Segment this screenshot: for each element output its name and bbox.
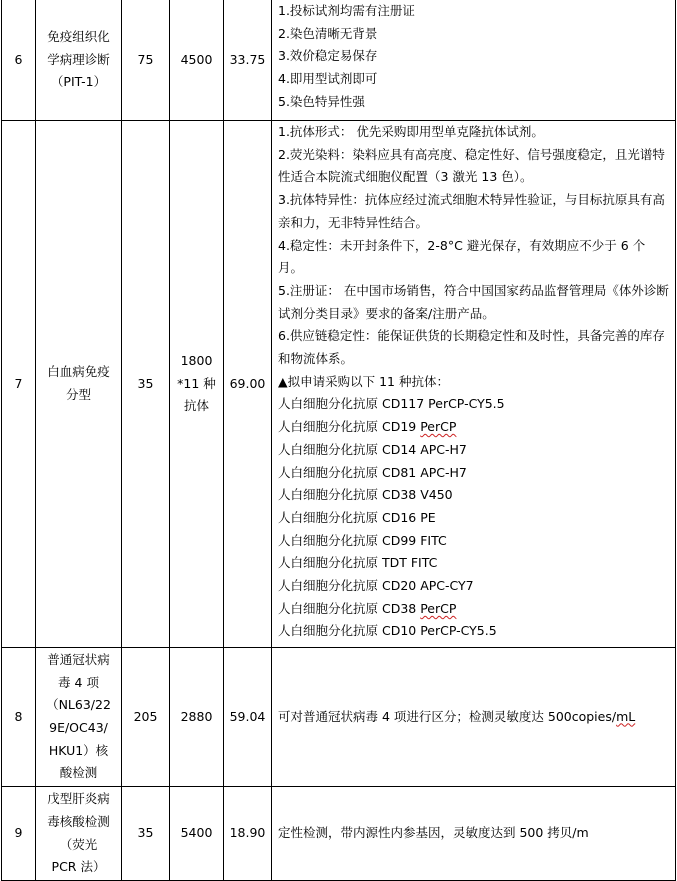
requirement-paragraph: 5.注册证： 在中国市场销售，符合中国国家药品监督管理局《体外诊断试剂分类目录》要求的备案/注册产品。 xyxy=(278,282,669,321)
procurement-table xyxy=(1,0,676,881)
price-line: 2880 xyxy=(180,708,213,724)
antibody-name: 人白细胞分化抗原 CD81 APC-H7 xyxy=(278,464,467,480)
spellcheck-marked-text: PerCP xyxy=(420,600,457,616)
requirement-line: 定性检测，带内源性内参基因，灵敏度达到 500 拷贝/m xyxy=(278,825,589,841)
row-number: 9 xyxy=(2,787,36,881)
item-name-line: 毒核酸检测 xyxy=(47,813,110,829)
amount-cell: 59.04 xyxy=(224,648,272,787)
item-name-cell xyxy=(36,121,122,648)
requirement-paragraph: 3.抗体特异性：抗体应经过流式细胞术特异性验证，与目标抗原具有高亲和力，无非特异性结合。 xyxy=(278,192,665,230)
quantity-cell: 35 xyxy=(122,787,170,881)
requirement-paragraph: 4.稳定性：未开封条件下，2-8°C 避光保存，有效期应不少于 6 个月。 xyxy=(278,237,646,276)
antibody-name: 人白细胞分化抗原 CD19 xyxy=(278,419,421,435)
item-name-line: 酸检测 xyxy=(59,765,98,781)
requirement-line: 3.效价稳定易保存 xyxy=(278,48,378,64)
item-name-line: 免疫组织化 xyxy=(47,28,110,44)
price-line: 抗体 xyxy=(183,398,209,414)
table-row xyxy=(2,121,676,648)
antibody-name: 人白细胞分化抗原 CD38 xyxy=(278,600,421,616)
row-number: 8 xyxy=(2,648,36,787)
antibody-item xyxy=(278,439,669,462)
amount-cell: 18.90 xyxy=(224,787,272,881)
price-cell xyxy=(170,0,224,121)
requirement-paragraph: 1.抗体形式： 优先采购即用型单克隆抗体试剂。 xyxy=(278,124,544,139)
item-name-line: 学病理诊断 xyxy=(47,51,110,67)
antibody-name: 人白细胞分化抗原 CD38 V450 xyxy=(278,487,453,503)
antibody-item xyxy=(278,484,669,507)
antibody-item xyxy=(278,620,669,643)
requirement-line: 2.染色清晰无背景 xyxy=(278,25,378,41)
item-name-line: 白血病免疫 xyxy=(47,364,110,380)
requirements-cell xyxy=(272,648,676,787)
antibody-list-heading: ▲拟申请采购以下 11 种抗体： xyxy=(278,373,449,389)
requirement-line: 5.染色特异性强 xyxy=(278,93,365,109)
antibody-name: 人白细胞分化抗原 CD14 APC-H7 xyxy=(278,441,467,457)
quantity-cell: 75 xyxy=(122,0,170,121)
antibody-name: 人白细胞分化抗原 CD10 PerCP-CY5.5 xyxy=(278,623,497,639)
item-name-line: PCR 法） xyxy=(51,859,106,875)
price-line: 4500 xyxy=(180,51,213,67)
requirement-paragraph: 2.荧光染料：染料应具有高亮度、稳定性好、信号强度稳定，且光谱特性适合本院流式细胞仪配置（3 激光 13 色）。 xyxy=(278,146,665,185)
item-name-line: 普通冠状病 xyxy=(47,651,110,667)
item-name-cell xyxy=(36,648,122,787)
price-cell xyxy=(170,121,224,648)
requirements-cell xyxy=(272,0,676,121)
antibody-item xyxy=(278,462,669,485)
antibody-item xyxy=(278,393,669,416)
price-cell xyxy=(170,787,224,881)
row-number: 6 xyxy=(2,0,36,121)
requirement-line xyxy=(278,706,669,729)
antibody-name: 人白细胞分化抗原 CD16 PE xyxy=(278,509,436,525)
item-name-cell xyxy=(36,0,122,121)
item-name-line: （荧光 xyxy=(59,836,98,852)
item-name-line: 戊型肝炎病 xyxy=(47,791,110,807)
antibody-name: 人白细胞分化抗原 CD99 FITC xyxy=(278,532,447,548)
antibody-item xyxy=(278,416,669,439)
quantity-cell: 35 xyxy=(122,121,170,648)
quantity-cell: 205 xyxy=(122,648,170,787)
price-line: *11 种 xyxy=(177,375,216,391)
amount-cell: 33.75 xyxy=(224,0,272,121)
table-row xyxy=(2,648,676,787)
item-name-cell xyxy=(36,787,122,881)
requirement-line: 1.投标试剂均需有注册证 xyxy=(278,3,415,18)
requirements-cell xyxy=(272,121,676,648)
item-name-line: HKU1）核 xyxy=(48,742,109,758)
antibody-item xyxy=(278,507,669,530)
requirement-line: 4.即用型试剂即可 xyxy=(278,71,378,87)
antibody-name: 人白细胞分化抗原 CD20 APC-CY7 xyxy=(278,578,474,594)
requirement-text: 可对普通冠状病毒 4 项进行区分；检测灵敏度达 500copies/ xyxy=(278,708,617,724)
item-name-line: （PIT-1） xyxy=(50,74,107,90)
antibody-item xyxy=(278,552,669,575)
item-name-line: 9E/OC43/ xyxy=(49,720,108,735)
table-row xyxy=(2,0,676,121)
item-name-line: （NL63/22 xyxy=(46,697,111,713)
price-cell xyxy=(170,648,224,787)
price-line: 1800 xyxy=(180,352,213,368)
price-line: 5400 xyxy=(180,825,213,841)
antibody-item xyxy=(278,598,669,621)
requirements-cell xyxy=(272,787,676,881)
antibody-name: 人白细胞分化抗原 CD117 PerCP-CY5.5 xyxy=(278,396,505,412)
spellcheck-marked-text: PerCP xyxy=(420,419,457,435)
antibody-item xyxy=(278,530,669,553)
item-name-line: 分型 xyxy=(65,387,91,402)
requirement-paragraph: 6.供应链稳定性：能保证供货的长期稳定性和及时性，具备完善的库存和物流体系。 xyxy=(278,328,665,367)
item-name-line: 毒 4 项 xyxy=(58,674,99,690)
amount-cell: 69.00 xyxy=(224,121,272,648)
row-number: 7 xyxy=(2,121,36,648)
spellcheck-marked-text: mL xyxy=(616,708,636,724)
table-row xyxy=(2,787,676,881)
antibody-item xyxy=(278,575,669,598)
antibody-name: 人白细胞分化抗原 TDT FITC xyxy=(278,555,438,571)
